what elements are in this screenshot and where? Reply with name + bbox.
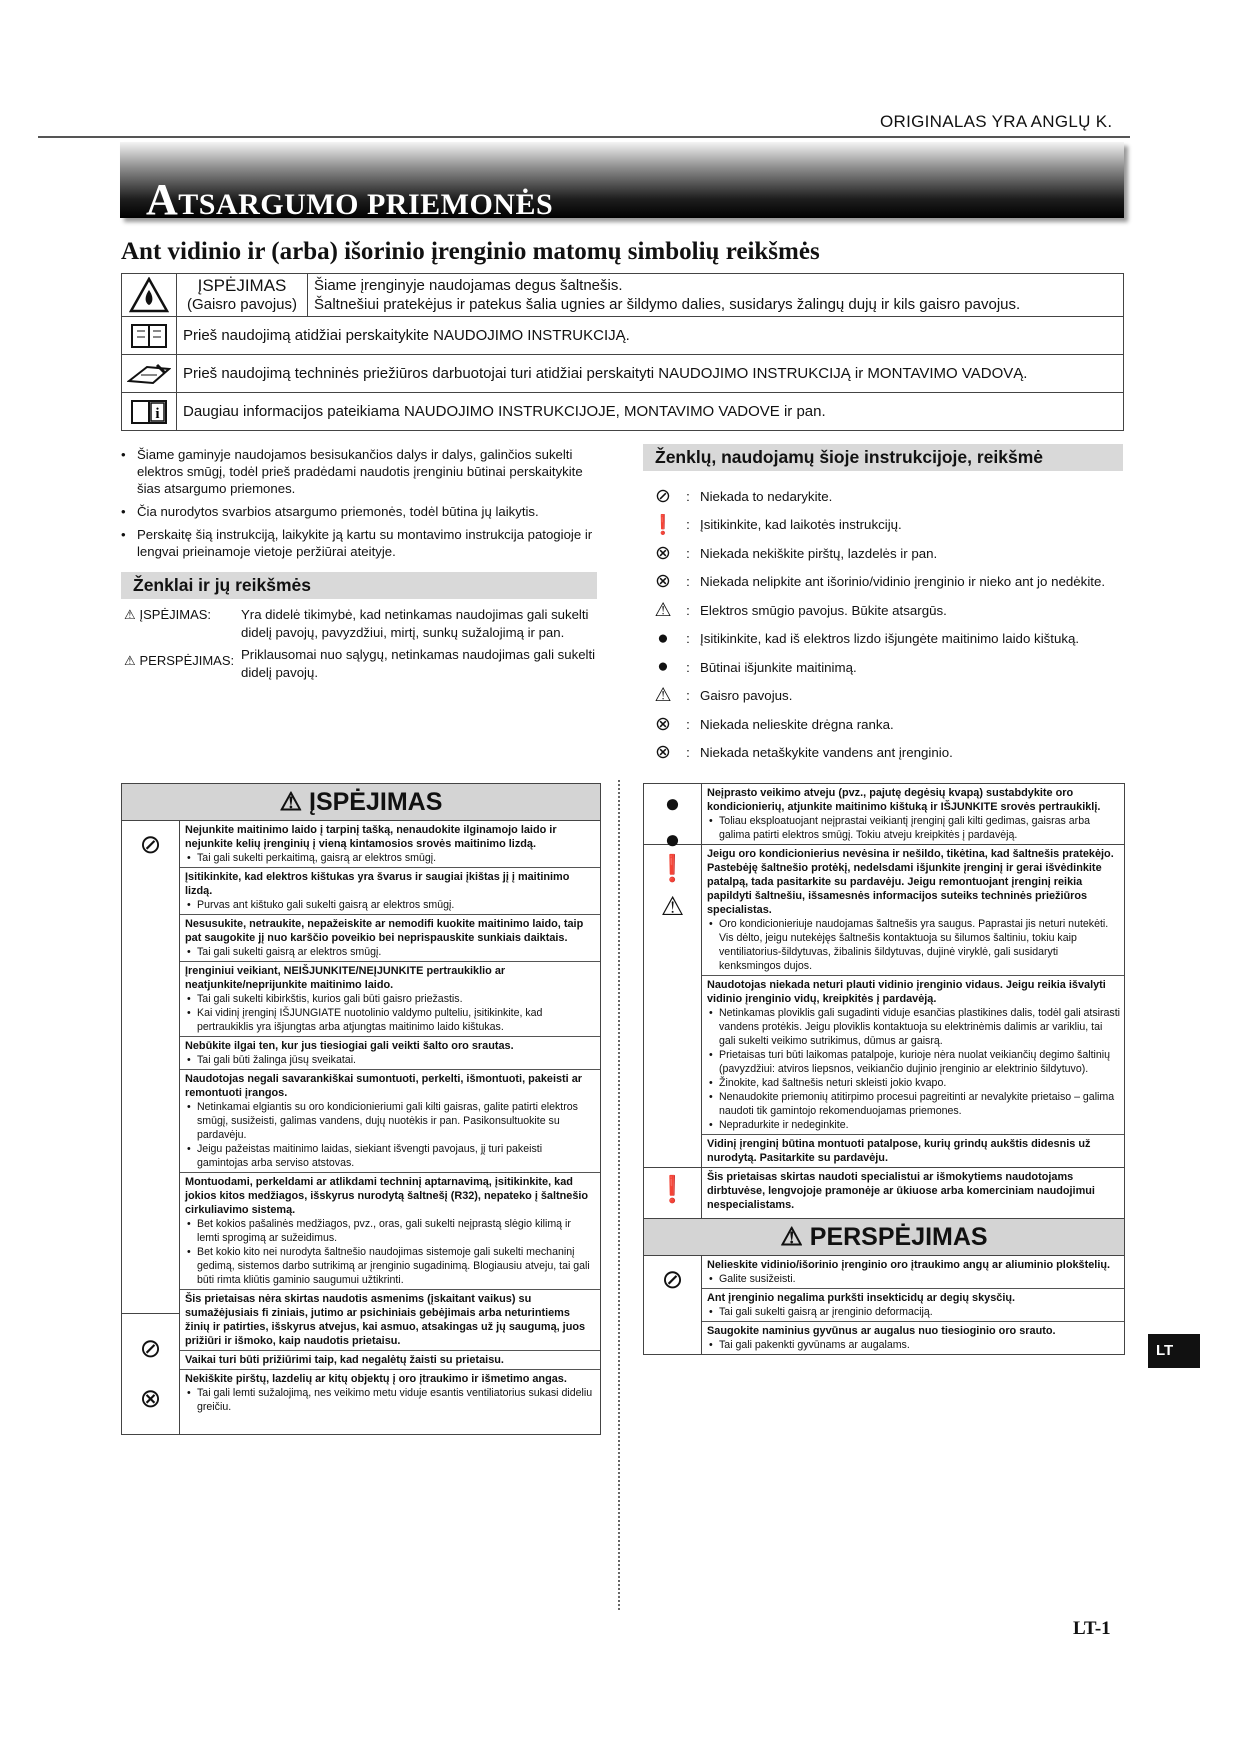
sign-row: ❗ : Įsitikinkite, kad laikotės instrukcijų. (651, 514, 902, 536)
sign-text: Niekada nekiškite pirštų, lazdelės ir pan. (700, 545, 938, 561)
service-manual-text-cell: Prieš naudojimą techninės priežiūros darbuotojai turi atidžiai perskaityti NAUDOJIMO INSTRUKCIJĄ ir MONTAVIMO VADOVĄ. (177, 355, 1124, 393)
sign-text: Niekada to nedarykite. (700, 488, 833, 504)
right-item-title: Jeigu oro kondicionierius nevėsina ir nešildo, tikėtina, kad šaltnešis pratekėjo. Pastebėję šaltnešio protėkį, nedelsdami išjunkite įrenginį ir gerai išvėdinkite patalpą, tada pasitarkite su pardavėju. Jeigu remontuojant įrenginį reikia papildyti šaltnešiu, išsamesnės informacijos suteiks techninės priežiūros specialistas. (707, 848, 1114, 916)
caution-item (702, 1289, 1124, 1322)
symbol-cell-info (122, 393, 177, 431)
warning-sign-label (124, 606, 211, 624)
right-icon-column-a (644, 784, 702, 854)
warning-sign-label-text: ĮSPĖJIMAS: (139, 607, 212, 622)
prohibited-icon: ⊘ (139, 1333, 162, 1363)
warning-item-title: Nebūkite ilgai ten, kur jus tiesiogiai gali veikti šalto oro srautas. (185, 1040, 514, 1052)
column-divider (618, 780, 620, 1610)
warning-box (121, 783, 601, 1435)
warning-item-bullet: • Purvas ant kištuko gali sukelti gaisrą ar elektros smūgį. (185, 898, 596, 912)
signs-meaning-heading: Ženklai ir jų reikšmės (121, 572, 597, 599)
warning-item-title: Įrenginiui veikiant, NEIŠJUNKITE/NEĮJUNKITE pertraukiklio ar neatjunkite/neprijunkite maitinimo laido. (185, 965, 506, 991)
warning-label-cell (177, 274, 308, 317)
title-rest: TSARGUMO PRIEMONĖS (178, 188, 554, 221)
warning-item-bullet: • Bet kokio kito nei nurodyta šaltnešio naudojimas sistemoje gali sukelti mechaninį gedimą, sistemos darbo sutrikimą ar įrenginio sugadinimą. Blogiausiu atveju, tai gali būti rimta kliūtis gaminio saugumui užtikrinti. (185, 1245, 596, 1287)
sign-text: Gaisro pavojus. (700, 688, 793, 704)
caution-triangle-icon: ⚠ (124, 653, 136, 668)
symbol-cell-fire (122, 274, 177, 317)
prohibited-icon: ⊘ (661, 1264, 684, 1294)
right-item-bullet: • Žinokite, kad šaltnešis neturi skleisti jokio kvapo. (707, 1076, 1120, 1090)
caution-item-title: Saugokite naminius gyvūnus ar augalus nuo tiesioginio oro srauto. (707, 1325, 1056, 1337)
sign-row: ⊗ : Niekada nelieskite drėgna ranka. (650, 710, 1130, 739)
no-fingers-icon: ⊗ (655, 542, 671, 564)
right-item (702, 784, 1124, 844)
symbol-cell-service-manual (122, 355, 177, 393)
warning-item-bullet: • Tai gali būti žalinga jūsų sveikatai. (185, 1053, 596, 1067)
warning-item-title: Vaikai turi būti prižiūrimi taip, kad negalėtų žaisti su prietaisu. (185, 1354, 504, 1366)
caution-box-header (644, 1219, 1124, 1256)
warning-cells (180, 821, 600, 1434)
sign-text: Įsitikinkite, kad iš elektros lizdo išjungėte maitinimo laido kištuką. (700, 631, 1080, 647)
sign-text: Niekada netaškykite vandens ant įrenginio. (700, 745, 953, 761)
sign-row: ⚠ : Elektros smūgio pavojus. Būkite atsargūs. (650, 596, 1130, 625)
sign-row: ● : Įsitikinkite, kad iš elektros lizdo išjungėte maitinimo laido kištuką. (650, 625, 1130, 654)
warning-text-cell (308, 274, 1124, 317)
warning-item-title: Naudotojas negali savarankiškai sumontuoti, perkelti, išmontuoti, pakeisti ar remontuoti įrangos. (185, 1073, 583, 1099)
warning-item (180, 1370, 600, 1434)
original-language-note: ORIGINALAS YRA ANGLŲ K. (880, 112, 1113, 131)
warning-item-title: Montuodami, perkeldami ar atlikdami techninį aptarnavimą, įsitikinkite, kad jokios kitos medžiagos, išskyrus nurodytą šaltnešį (R32), nepateko į šaltnešio cirkuliavimo sistemą. (185, 1176, 589, 1216)
service-manual-icon (127, 361, 171, 387)
sign-text: Niekada nelipkite ant išorinio/vidinio įrenginio ir nieko ant jo nedėkite. (700, 574, 1106, 590)
sign-text: Būtinai išjunkite maitinimą. (700, 659, 857, 675)
no-stepping-icon: ⊗ (655, 571, 671, 593)
right-item-title: Šis prietaisas skirtas naudoti specialistui ar išmokytiems naudotojams dirbtuvėse, lengvojoje pramonėje ar ūkiuose arba komerciniam naudojimui nespecialistams. (707, 1171, 1095, 1211)
warning-item (180, 915, 600, 962)
fire-hazard-icon: ⚠ (654, 685, 672, 707)
warning-sublabel: (Gaisro pavojus) (186, 295, 298, 313)
unplug-icon: ● (664, 788, 681, 818)
manual-signs-heading: Ženklų, naudojamų šioje instrukcijoje, reikšmė (643, 444, 1123, 471)
mandatory-icon: ❗ (656, 853, 689, 883)
right-item-bullet: • Nenaudokite priemonių atitirpimo procesui pagreitinti ar nevalykite prietaiso – galima naudoti tik gamintojo rekomenduojamas priemones. (707, 1090, 1120, 1118)
warning-item (180, 868, 600, 915)
intro-bullet: • Šiame gaminyje naudojamos besisukančios dalys ir dalys, galinčios sukelti elektros smūgį, todėl prieš pradėdami naudotis įrenginiu būtinai perskaitykite šias atsargumo priemones. (121, 446, 603, 497)
intro-bullets (121, 446, 603, 566)
warning-item (180, 1070, 600, 1173)
right-item-title: Vidinį įrenginį būtina montuoti patalpose, kurių grindų aukštis didesnis už nurodytą. Pasitarkite su pardavėju. (707, 1138, 1091, 1164)
prohibited-icon: ⊘ (139, 829, 162, 859)
warning-item (180, 1351, 600, 1370)
fire-hazard-icon: ⚠ (660, 891, 685, 921)
warning-item-bullet: • Netinkamai elgiantis su oro kondicionieriumi gali kilti gaisras, galite patirti elektros smūgį, susižeisti, galimas vandens, dujų nuotėkis ir pan. Pasikonsultuokite su pardavėju. (185, 1100, 596, 1142)
warning-item (180, 1173, 600, 1290)
warning-box-header (122, 784, 600, 821)
right-item-bullet: • Prietaisas turi būti laikomas patalpoje, kurioje nėra nuolat veikiančių degimo šaltinių (pavyzdžiui: atviros liepsnos, veikiančio dujinio įrenginio ar elektrinio šildytuvo). (707, 1048, 1120, 1076)
language-tab: LT (1148, 1334, 1200, 1368)
caution-box-title: PERSPĖJIMAS (809, 1223, 988, 1251)
warning-box-triangle-icon: ⚠ (279, 788, 303, 816)
manual-signs-list (650, 482, 1130, 767)
sign-row: ⊗ : Niekada nekiškite pirštų, lazdelės ir pan. (650, 539, 1130, 568)
mandatory-icon: ❗ (656, 1174, 689, 1204)
right-item-bullet: • Toliau eksploatuojant neįprastai veikiantį įrenginį gali kilti gedimas, gaisras arba galima patirti elektros smūgį. Tokiu atveju kreipkitės į pardavėją. (707, 814, 1120, 842)
right-item (702, 1135, 1124, 1167)
caution-icon-column (644, 1256, 702, 1354)
signs-meaning-section (121, 572, 597, 599)
warning-item-bullet: • Tai gali sukelti kibirkštis, kurios gali būti gaisro priežastis. (185, 992, 596, 1006)
warning-item-title: Nekiškite pirštų, lazdelių ar kitų objektų į oro įtraukimo ir išmetimo angas. (185, 1373, 567, 1385)
symbol-cell-manual (122, 317, 177, 355)
symbols-heading: Ant vidinio ir (arba) išorinio įrenginio matomų simbolių reikšmės (121, 238, 820, 265)
warning-sign-text: Yra didelė tikimybė, kad netinkamas naudojimas gali sukelti didelį pavojų, pavyzdžiui, mirtį, sunkų sužalojimą ir pan. (241, 607, 589, 640)
caution-item (702, 1256, 1124, 1289)
manual-text-cell: Prieš naudojimą atidžiai perskaitykite NAUDOJIMO INSTRUKCIJĄ. (177, 317, 1124, 355)
right-warning-box (643, 783, 1125, 1355)
warning-item (180, 1290, 600, 1351)
right-item-bullet: • Nepradurkite ir nedeginkite. (707, 1118, 1120, 1132)
right-item (702, 1168, 1124, 1218)
warning-triangle-icon: ⚠ (124, 607, 136, 622)
intro-bullet: • Čia nurodytos svarbios atsargumo priemonės, todėl būtina jų laikytis. (121, 503, 603, 520)
prohibited-icon: ⊘ (655, 485, 671, 507)
intro-bullet: • Perskaitę šią instrukciją, laikykite ją kartu su montavimo instrukcija patogioje ir lengvai prieinamoje vietoje peržiūrai ateityje. (121, 526, 603, 560)
no-wet-hands-icon: ⊗ (655, 713, 671, 735)
warning-icon-column (122, 821, 180, 1434)
warning-item-title: Šis prietaisas nėra skirtas naudotis asmenims (įskaitant vaikus) su sumažėjusiais fi ziniais, jutimo ar psichiniais gebėjimais arba neturintiems žinių ir patirties, išskyrus atvejus, kai asmuo, atsakingas už jų saugumą, juos prižiūri ir išmoko, kaip naudotis prietaisu. (185, 1293, 586, 1347)
warning-item-bullet: • Kai vidinį įrenginį IŠJUNGIATE nuotolinio valdymo pulteliu, įsitikinkite, kad pertraukiklis yra išjungtas arba atjungtas maitinimo laido kištukas. (185, 1006, 596, 1034)
svg-text:i: i (155, 405, 160, 422)
right-icon-column-b (644, 845, 702, 1167)
info-icon (129, 397, 169, 427)
caution-item-title: Ant įrenginio negalima purkšti insekticidų ar degių skysčių. (707, 1292, 1016, 1304)
title-initial: A (146, 175, 179, 224)
warning-item-title: Įsitikinkite, kad elektros kištukas yra švarus ir saugiai įkištas jį į maitinimo lizdą. (185, 871, 570, 897)
sign-text: Elektros smūgio pavojus. Būkite atsargūs. (700, 602, 947, 618)
sign-text: Niekada nelieskite drėgna ranka. (700, 716, 894, 732)
warning-item-title: Nesusukite, netraukite, nepažeiskite ar nemodifi kuokite maitinimo laido, taip pat saugokite jį nuo karščio poveikio bei neprispauskite sunkiais daiktais. (185, 918, 584, 944)
sign-row: ⊗ : Niekada netaškykite vandens ant įrenginio. (650, 739, 1130, 768)
sign-text: Įsitikinkite, kad laikotės instrukcijų. (700, 517, 902, 533)
warning-item (180, 1037, 600, 1070)
header-rule (38, 136, 1130, 138)
right-item-title: Naudotojas niekada neturi plauti vidinio įrenginio vidaus. Jeigu reikia išvalyti vidinio įrenginio vidų, kreipkitės į pardavėją. (707, 979, 1106, 1005)
caution-sign-label-text: PERSPĖJIMAS: (139, 653, 235, 668)
page-title (146, 174, 553, 225)
right-item (702, 976, 1124, 1135)
info-text-cell: Daugiau informacijos pateikiama NAUDOJIMO INSTRUKCIJOJE, MONTAVIMO VADOVE ir pan. (177, 393, 1124, 431)
caution-item-bullet: • Tai gali pakenkti gyvūnams ar augalams. (707, 1338, 1120, 1352)
caution-sign-label (124, 652, 234, 670)
caution-box-triangle-icon: ⚠ (780, 1223, 803, 1251)
caution-item-bullet: • Galite susižeisti. (707, 1272, 1120, 1286)
warning-item (180, 962, 600, 1037)
caution-sign-text: Priklausomai nuo sąlygų, netinkamas naudojimas gali sukelti didelį pavojų. (241, 647, 596, 680)
sign-row: ⊘ : Niekada to nedarykite. (650, 482, 1130, 511)
fire-warning-icon (129, 277, 169, 313)
warning-item-title: Nejunkite maitinimo laido į tarpinį tašką, nenaudokite ilginamojo laido ir nejunkite kelių įrenginių į vieną kintamosios srovės maitinimo lizdą. (185, 824, 557, 850)
warning-line-1: Šiame įrenginyje naudojamas degus šaltnešis. (314, 277, 623, 294)
icon-column-divider (122, 1313, 179, 1314)
right-item-bullet: • Oro kondicionieriuje naudojamas šaltnešis yra saugus. Paprastai jis neturi nutekėti. Vis dėlto, jeigu nutekėjęs šaltnešis kontaktuoja su šilumos šaltiniu, tokiu kaip ventiliatorius-šildytuvas, žibalinis šildytuvas, dujinė viryklė, gali susidaryti kenksmingos dujos. (707, 917, 1120, 973)
mandatory-icon: ❗ (651, 514, 675, 536)
sign-row: ⚠ : Gaisro pavojus. (650, 682, 1130, 711)
power-off-icon: ● (664, 824, 681, 854)
read-manual-icon (129, 321, 169, 351)
warning-line-2: Šaltnešiui pratekėjus ir patekus šalia ugnies ar šildymo dalies, susidarys žalingų dujų ir kils gaisro pavojus. (314, 296, 1021, 313)
symbols-table (121, 273, 1124, 431)
caution-item-title: Nelieskite vidinio/išorinio įrenginio oro įtraukimo angų ar aliuminio plokštelių. (707, 1259, 1111, 1271)
sign-row: ● : Būtinai išjunkite maitinimą. (650, 653, 1130, 682)
right-icon-column-c (644, 1168, 702, 1218)
caution-item (702, 1322, 1124, 1354)
right-item-bullet: • Netinkamas ploviklis gali sugadinti viduje esančias plastikines dalis, todėl gali atsirasti vandens protėkis. Jeigu ploviklis kontaktuoja su elektrinėmis dalimis ar varikliu, tai gali sukelti veikimo sutrikimus, dūmus ar gaisrą. (707, 1006, 1120, 1048)
warning-box-title: ĮSPĖJIMAS (309, 788, 443, 816)
warning-item-bullet: • Tai gali lemti sužalojimą, nes veikimo metu viduje esantis ventiliatorius sukasi dideliu greičiu. (185, 1386, 596, 1414)
manual-signs-section (643, 444, 1123, 471)
warning-item (180, 821, 600, 868)
electric-shock-icon: ⚠ (654, 599, 672, 621)
no-fingers-icon: ⊗ (139, 1383, 162, 1413)
warning-item-bullet: • Tai gali sukelti perkaitimą, gaisrą ar elektros smūgį. (185, 851, 596, 865)
caution-item-bullet: • Tai gali sukelti gaisrą ar įrenginio deformaciją. (707, 1305, 1120, 1319)
page-number: LT-1 (1073, 1618, 1111, 1639)
unplug-icon: ● (657, 627, 669, 649)
right-item-title: Neįprasto veikimo atveju (pvz., pajutę degėsių kvapą) sustabdykite oro kondicionierių, atjunkite maitinimo kištuką ir IŠJUNKITE srovės pertraukiklį. (707, 787, 1101, 813)
sign-row: ⊗ : Niekada nelipkite ant išorinio/vidinio įrenginio ir nieko ant jo nedėkite. (650, 568, 1130, 597)
warning-label: ĮSPĖJIMAS (197, 275, 287, 295)
power-off-icon: ● (657, 656, 669, 678)
warning-item-bullet: • Bet kokios pašalinės medžiagos, pvz., oras, gali sukelti neįprastą slėgio kilimą ir lemti sprogimą ar sužeidimus. (185, 1217, 596, 1245)
warning-item-bullet: • Jeigu pažeistas maitinimo laidas, siekiant išvengti pavojaus, jį turi pakeisti gamintojas arba serviso atstovas. (185, 1142, 596, 1170)
warning-item-bullet: • Tai gali sukelti gaisrą ar elektros smūgį. (185, 945, 596, 959)
no-water-icon: ⊗ (655, 742, 671, 764)
right-item (702, 845, 1124, 976)
